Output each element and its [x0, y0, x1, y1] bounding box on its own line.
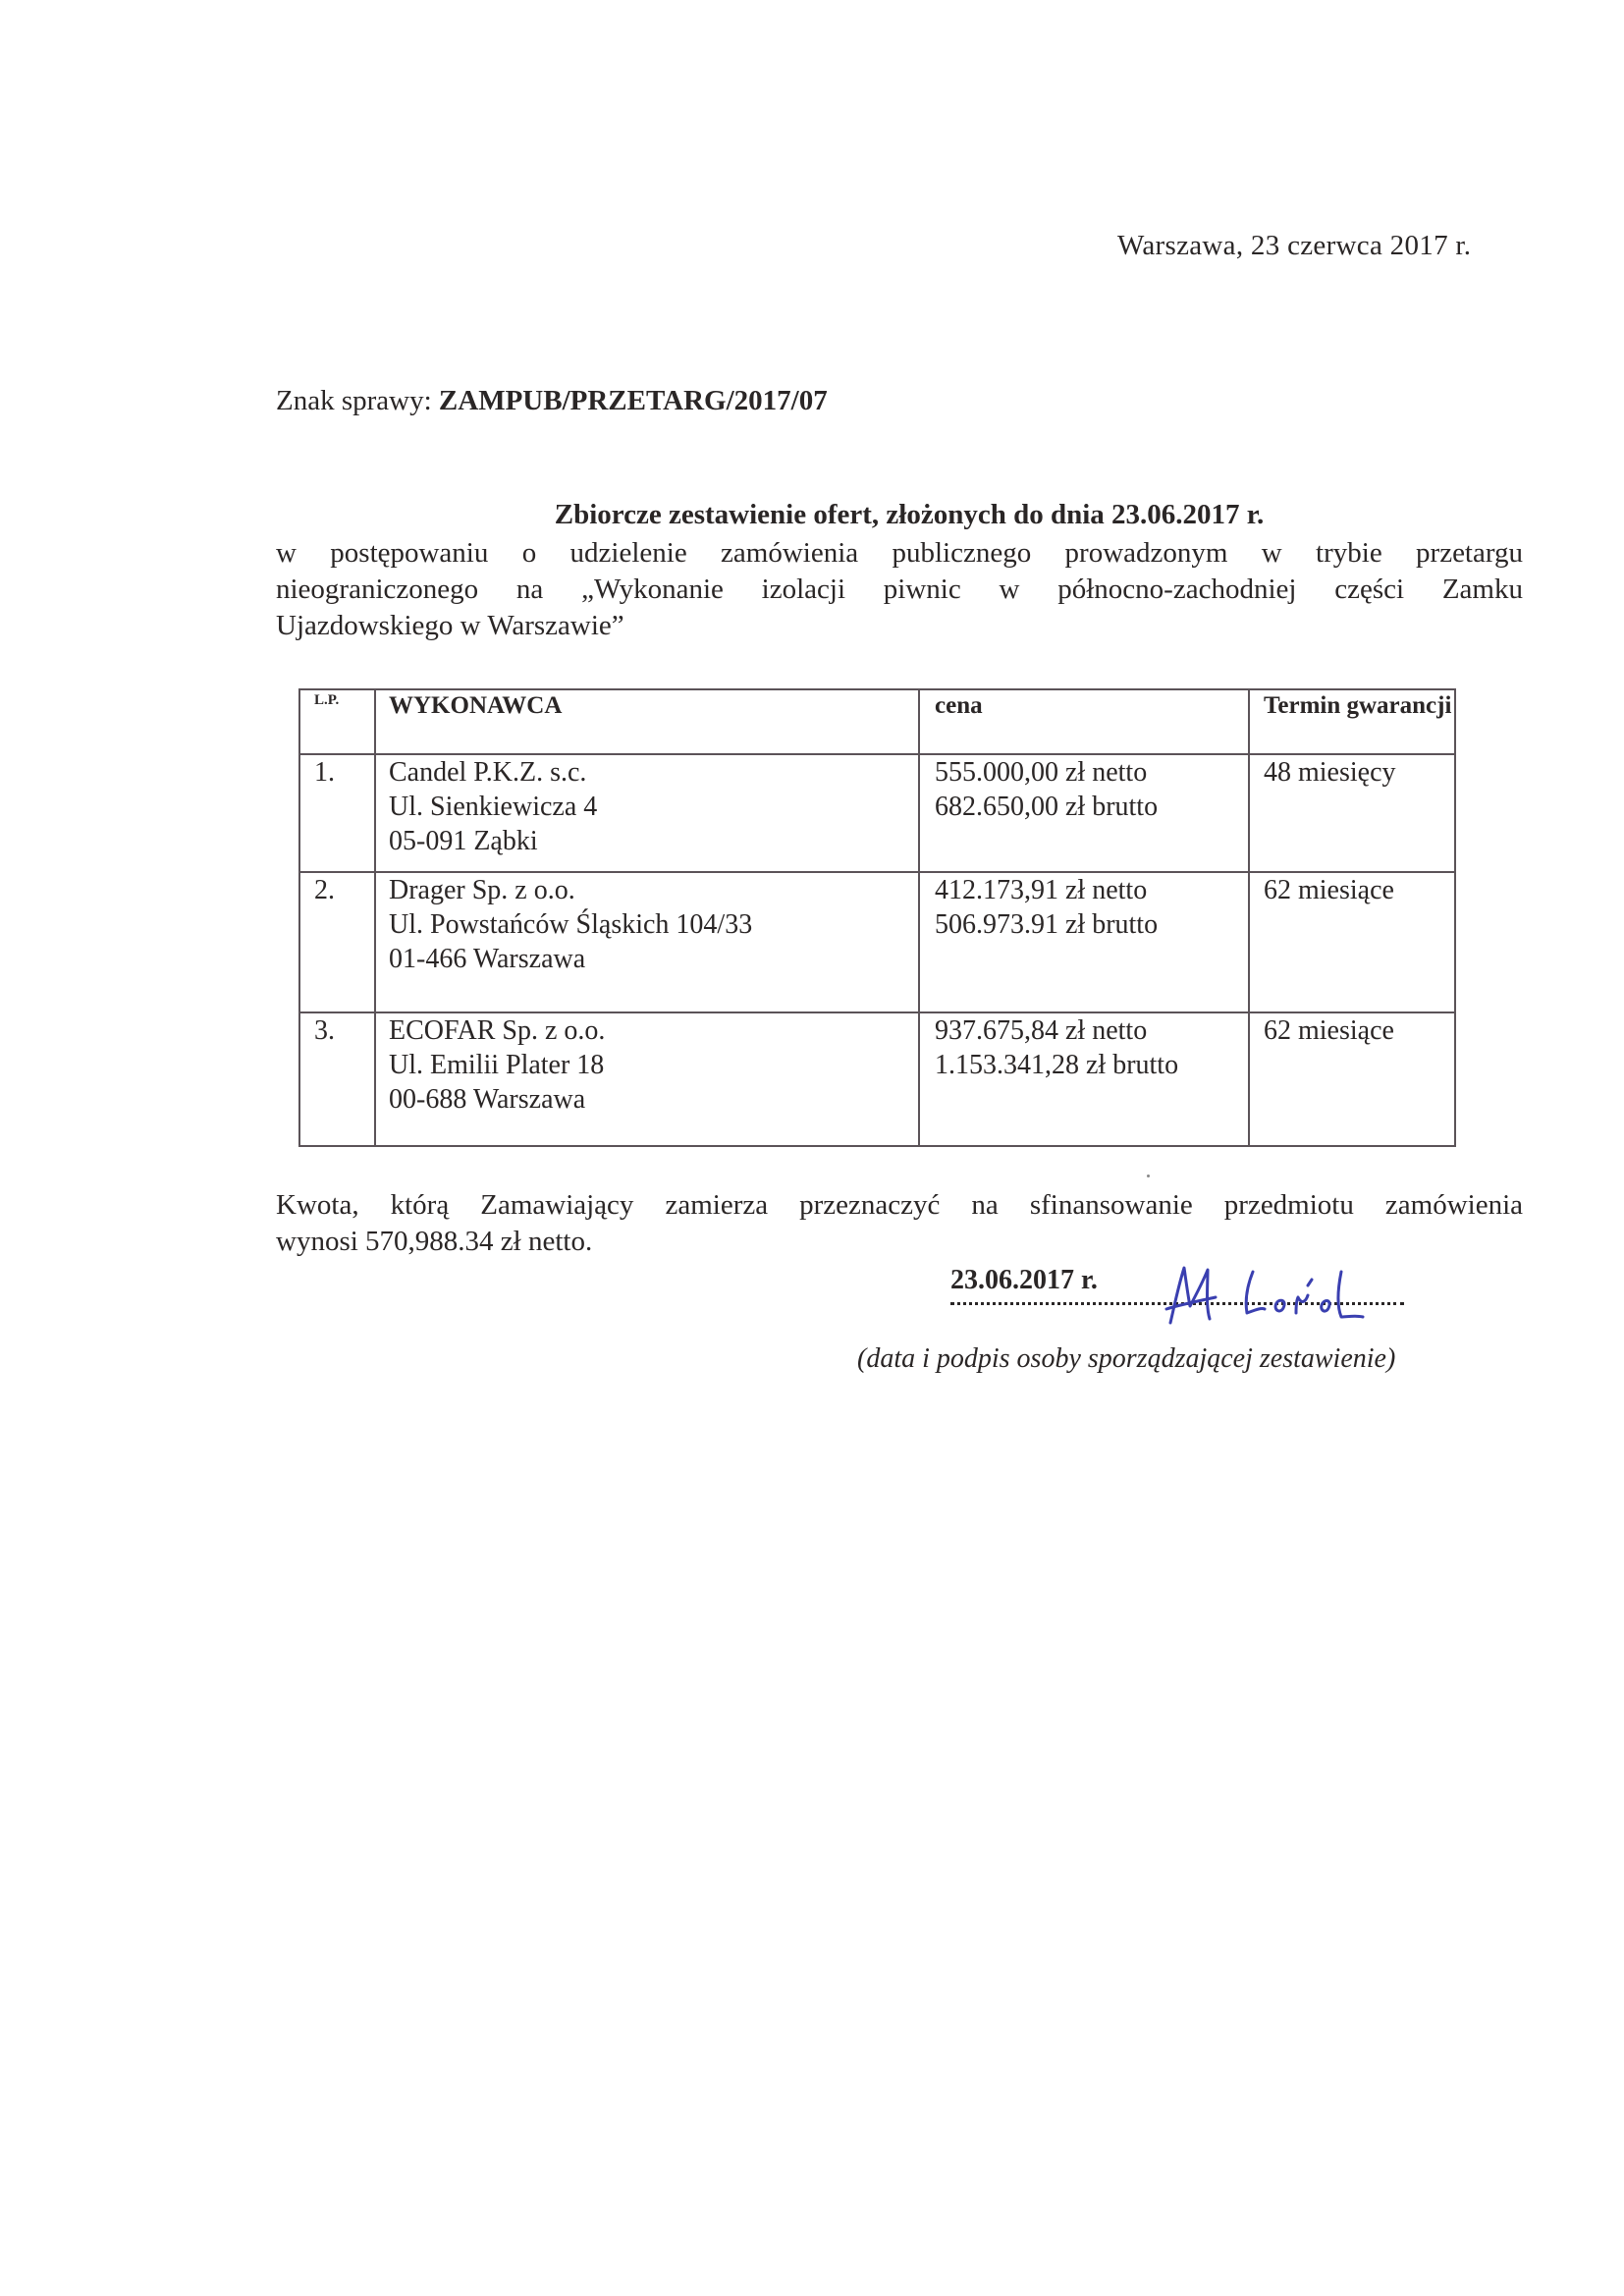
intro-paragraph	[276, 535, 1523, 644]
table-row	[299, 872, 1455, 1012]
budget-paragraph	[276, 1187, 1523, 1260]
cell-warranty: 62 miesiące	[1249, 872, 1455, 1012]
case-reference-label: Znak sprawy:	[276, 385, 432, 416]
table-header-row	[299, 689, 1455, 754]
case-reference-number: ZAMPUB/PRZETARG/2017/07	[438, 385, 828, 416]
summary-line: wynosi 570,988.34 zł netto.	[276, 1226, 593, 1257]
offers-table	[298, 688, 1456, 1147]
cell-contractor	[375, 1012, 919, 1146]
signature-caption: (data i podpis osoby sporządzającej zestawienie)	[857, 1343, 1396, 1374]
place-and-date: Warszawa, 23 czerwca 2017 r.	[1117, 230, 1472, 261]
intro-line: Ujazdowskiego w Warszawie”	[276, 610, 624, 641]
price-net: 937.675,84 zł netto	[935, 1015, 1148, 1046]
cell-lp: 3.	[299, 1012, 375, 1146]
contractor-city: 01-466 Warszawa	[389, 944, 586, 974]
price-net: 412.173,91 zł netto	[935, 875, 1148, 905]
scan-speck	[1147, 1175, 1150, 1177]
signature-date: 23.06.2017 r.	[950, 1265, 1098, 1295]
contractor-street: Ul. Powstańców Śląskich 104/33	[389, 909, 753, 940]
table-row	[299, 1012, 1455, 1146]
price-gross: 1.153.341,28 zł brutto	[935, 1050, 1179, 1080]
cell-price	[919, 872, 1249, 1012]
signature-stroke	[1308, 1280, 1312, 1285]
header-warranty-line: Termin	[1264, 692, 1341, 719]
intro-line: w postępowaniu o udzielenie zamówienia publicznego prowadzonym w trybie przetargu	[276, 537, 1523, 569]
signature-stroke	[1296, 1295, 1308, 1313]
signature-stroke	[1322, 1301, 1329, 1312]
cell-contractor	[375, 754, 919, 872]
header-contractor: WYKONAWCA	[375, 689, 919, 754]
header-lp: L.P.	[299, 689, 375, 754]
contractor-city: 05-091 Ząbki	[389, 826, 538, 856]
cell-price	[919, 754, 1249, 872]
contractor-street: Ul. Emilii Plater 18	[389, 1050, 605, 1080]
cell-contractor	[375, 872, 919, 1012]
document-title: Zbiorcze zestawienie ofert, złożonych do dnia 23.06.2017 r.	[554, 499, 1265, 530]
contractor-city: 00-688 Warszawa	[389, 1084, 586, 1115]
contractor-name: ECOFAR Sp. z o.o.	[389, 1015, 606, 1046]
cell-lp: 1.	[299, 754, 375, 872]
signature-stroke	[1170, 1268, 1210, 1323]
summary-line: Kwota, którą Zamawiający zamierza przeznaczyć na sfinansowanie przedmiotu zamówienia	[276, 1189, 1523, 1221]
cell-warranty: 48 miesięcy	[1249, 754, 1455, 872]
table-row	[299, 754, 1455, 872]
header-price: cena	[919, 689, 1249, 754]
price-gross: 506.973.91 zł brutto	[935, 909, 1159, 940]
price-gross: 682.650,00 zł brutto	[935, 792, 1159, 822]
handwritten-signature	[1159, 1262, 1414, 1331]
signature-stroke	[1338, 1272, 1363, 1317]
signature-stroke	[1275, 1300, 1284, 1311]
signature-stroke	[1246, 1272, 1265, 1313]
cell-price	[919, 1012, 1249, 1146]
case-reference	[276, 385, 828, 417]
contractor-street: Ul. Sienkiewicza 4	[389, 792, 598, 822]
header-warranty-line: gwarancji	[1346, 692, 1452, 719]
price-net: 555.000,00 zł netto	[935, 757, 1148, 788]
header-warranty	[1249, 689, 1455, 754]
contractor-name: Drager Sp. z o.o.	[389, 875, 575, 905]
cell-lp: 2.	[299, 872, 375, 1012]
intro-line: nieograniczonego na „Wykonanie izolacji piwnic w północno-zachodniej części Zamku	[276, 574, 1523, 605]
cell-warranty: 62 miesiące	[1249, 1012, 1455, 1146]
contractor-name: Candel P.K.Z. s.c.	[389, 757, 587, 788]
